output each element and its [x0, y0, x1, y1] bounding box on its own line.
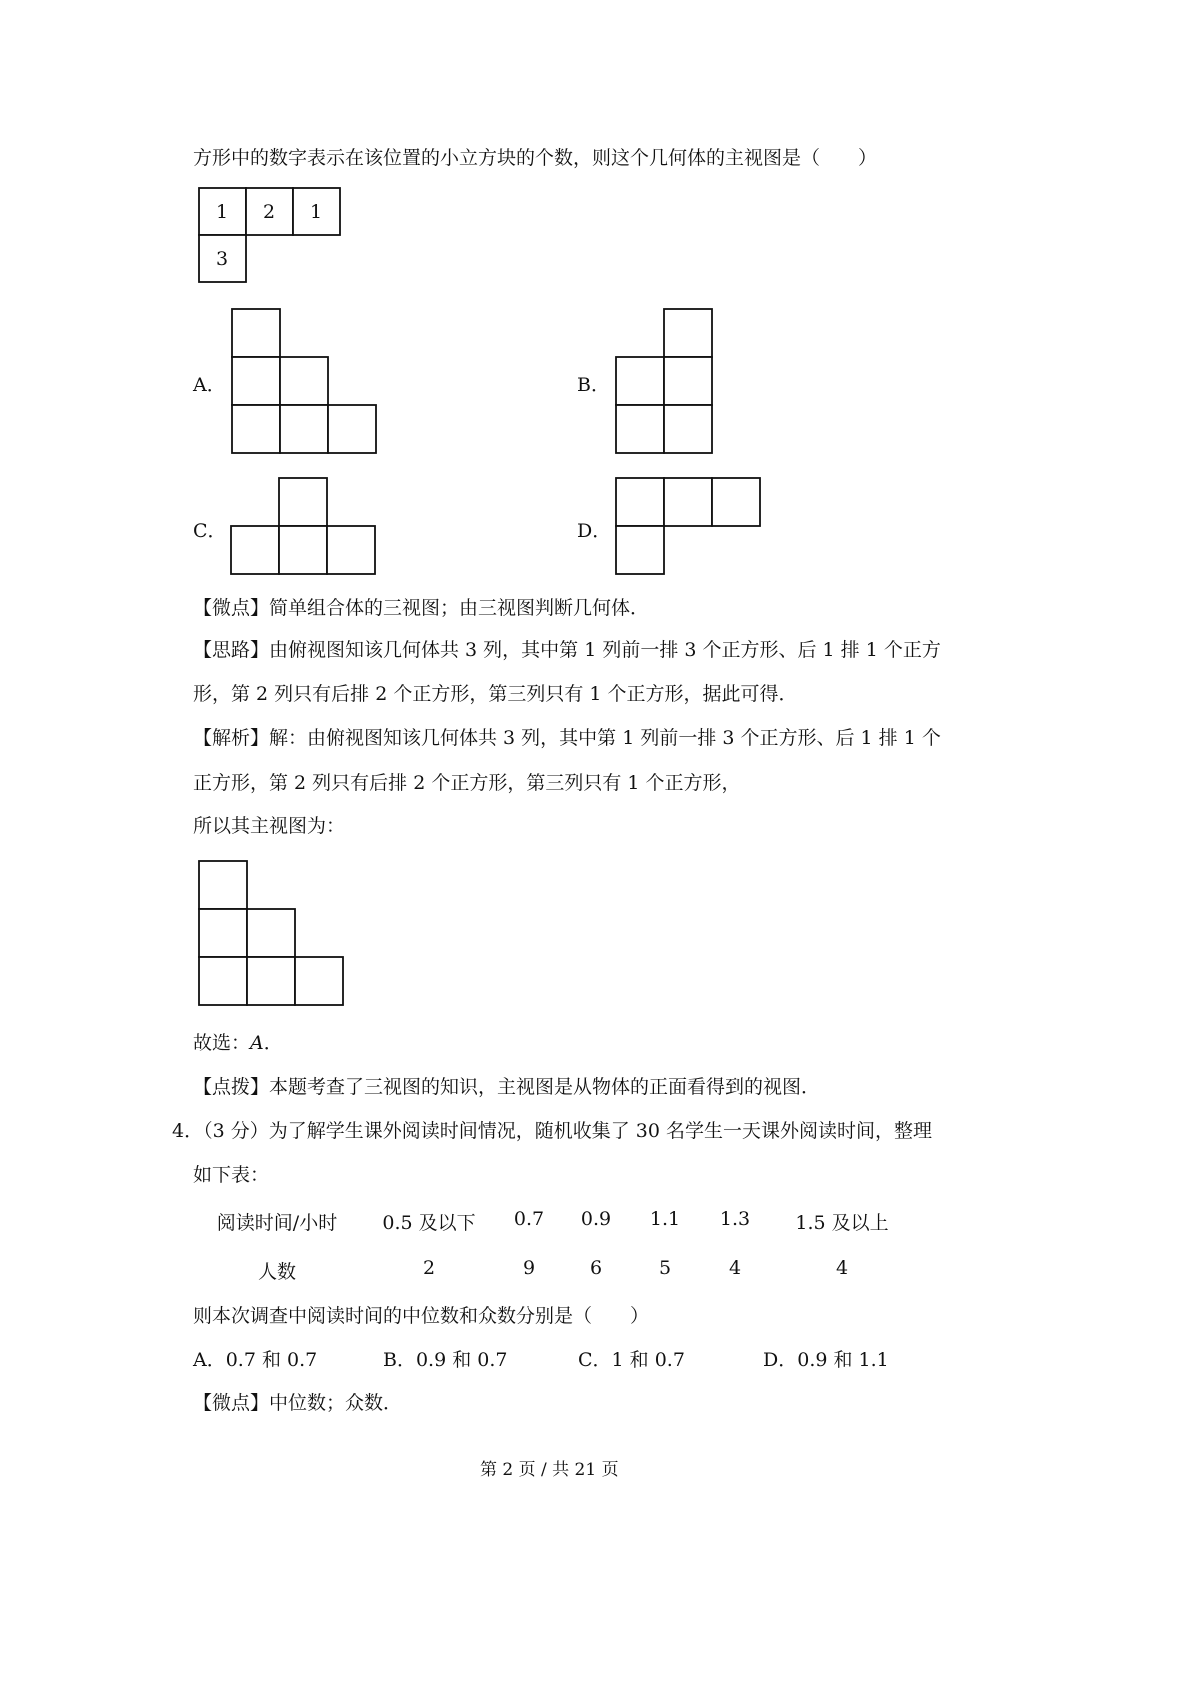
q3-weidian: 【微点】简单组合体的三视图；由三视图判断几何体．	[193, 597, 650, 619]
q4-option-c: C．1 和 0.7	[578, 1349, 685, 1371]
q4-question: 则本次调查中阅读时间的中位数和众数分别是（ ）	[193, 1305, 650, 1327]
q3-dianbo: 【点拨】本题考查了三视图的知识，主视图是从物体的正面看得到的视图．	[193, 1076, 821, 1098]
option-c-label: C．	[193, 520, 227, 542]
table-header-cell: 0.7	[513, 1208, 545, 1230]
table-header-cell: 1.1	[649, 1208, 681, 1230]
page-footer: 第 2 页 / 共 21 页	[480, 1460, 619, 1480]
option-a-figure	[231, 308, 379, 456]
top-view-number: 1	[215, 201, 229, 223]
q3-stem-tail: 方形中的数字表示在该位置的小立方块的个数，则这个几何体的主视图是（ ）	[193, 147, 878, 169]
q4-option-d: D．0.9 和 1.1	[763, 1349, 889, 1371]
option-a-label: A．	[193, 374, 226, 396]
answer-letter: A	[250, 1032, 264, 1054]
q4-weidian: 【微点】中位数；众数．	[193, 1392, 403, 1414]
table-row-cell: 人数	[257, 1261, 297, 1283]
option-b-label: B．	[577, 374, 610, 396]
table-row-cell: 5	[658, 1257, 672, 1279]
table-header-cell: 0.5 及以下	[382, 1212, 476, 1234]
option-d-figure	[615, 477, 763, 577]
top-view-number: 2	[262, 201, 276, 223]
option-d-label: D．	[577, 520, 612, 542]
q3-silu-line2: 形，第 2 列只有后排 2 个正方形，第三列只有 1 个正方形，据此可得．	[193, 683, 798, 705]
answer-prefix: 故选：	[193, 1032, 251, 1054]
q4-stem-line1: 4．（3 分）为了解学生课外阅读时间情况，随机收集了 30 名学生一天课外阅读时间，整理	[172, 1120, 932, 1142]
top-view-figure	[198, 187, 344, 285]
q3-jiexi-line3: 所以其主视图为：	[193, 815, 346, 837]
option-c-figure	[230, 477, 378, 577]
q4-option-b: B．0.9 和 0.7	[383, 1349, 508, 1371]
option-b-figure	[615, 308, 715, 456]
top-view-number: 3	[215, 248, 229, 270]
q3-jiexi-line2: 正方形，第 2 列只有后排 2 个正方形，第三列只有 1 个正方形，	[193, 772, 741, 794]
table-header-cell: 1.3	[719, 1208, 751, 1230]
answer-suffix: ．	[263, 1032, 283, 1054]
q3-silu-line1: 【思路】由俯视图知该几何体共 3 列，其中第 1 列前一排 3 个正方形、后 1 排 1 个正方	[193, 639, 941, 661]
q3-answer	[193, 1031, 283, 1055]
table-header-cell: 0.9	[580, 1208, 612, 1230]
table-header-cell: 1.5 及以上	[795, 1212, 889, 1234]
answer-front-view-figure	[198, 860, 346, 1008]
table-row-cell: 2	[422, 1257, 436, 1279]
table-row-cell: 4	[728, 1257, 742, 1279]
q4-stem-line2: 如下表：	[193, 1164, 270, 1186]
table-row-cell: 6	[589, 1257, 603, 1279]
table-row-cell: 9	[522, 1257, 536, 1279]
q3-jiexi-line1: 【解析】解：由俯视图知该几何体共 3 列，其中第 1 列前一排 3 个正方形、后 1 排 1 个	[193, 727, 941, 749]
q4-option-a: A．0.7 和 0.7	[193, 1349, 318, 1371]
table-row-cell: 4	[835, 1257, 849, 1279]
table-header-cell: 阅读时间/小时	[216, 1212, 338, 1234]
top-view-number: 1	[309, 201, 323, 223]
